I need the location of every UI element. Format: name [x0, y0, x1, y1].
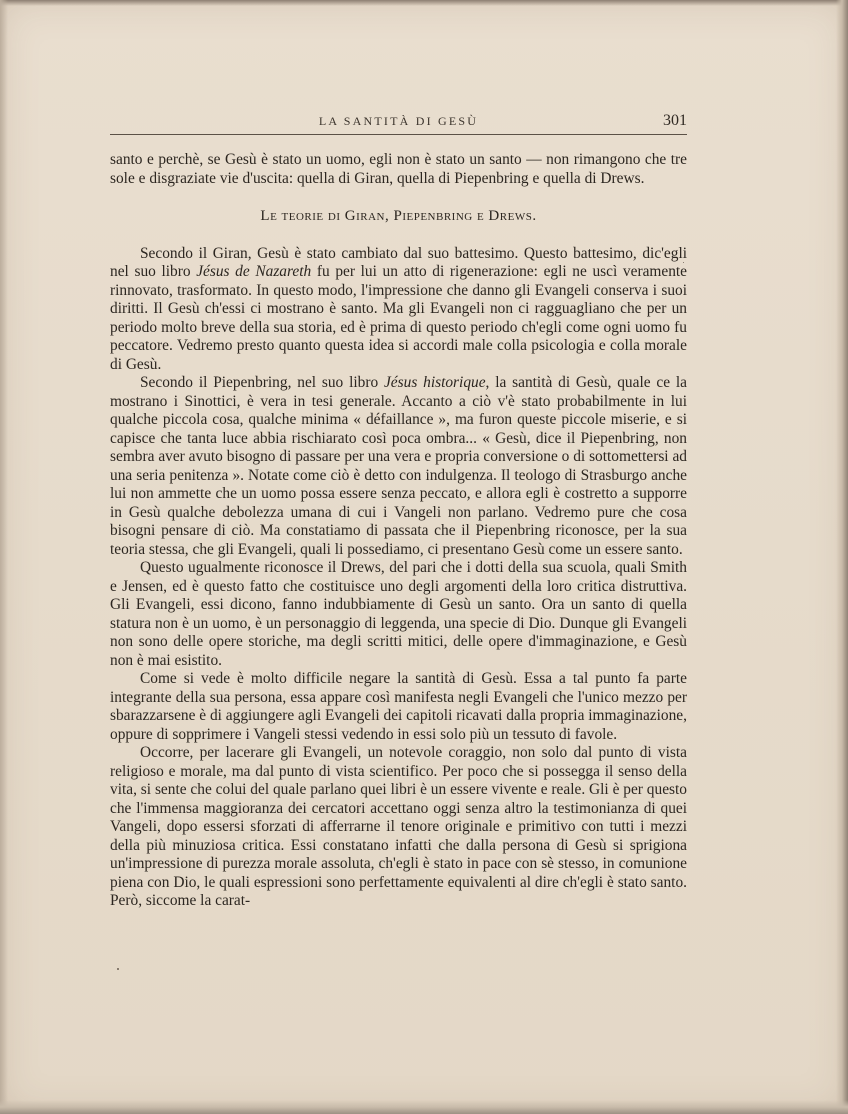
running-title: LA SANTITÀ DI GESÙ — [318, 114, 479, 128]
page-left-edge — [0, 0, 8, 1114]
page-bottom-edge — [0, 1100, 848, 1114]
paper-speck — [117, 968, 119, 970]
body-text — [110, 151, 687, 911]
paragraph-courage: Occorre, per lacerare gli Evangeli, un notevole coraggio, non solo dal punto di vista religioso e morale, ma dal punto di vista scientifico. Per poco che si possegga il senso della vita, si sente che colui del quale parlano quei libri è un essere vivente e reale. Gli è per questo che l'immensa maggioranza dei cercatori accettano oggi senza altro la testimonianza di quei Vangeli, dopo essersi sforzati di afferrarne il tenore originale e primitivo con tutti i mezzi della più minuziosa critica. Essi constatano infatti che dalla persona di Gesù si sprigiona un'impressione di purezza morale assoluta, ch'egli è stato in pace con sè stesso, in comunione piena con Dio, le quali espressioni sono perfettamente equivalenti al dire ch'egli è stato santo. Però, siccome la carat- — [110, 744, 687, 909]
page-right-edge — [836, 0, 848, 1114]
paper-speck — [683, 262, 684, 263]
paragraph-continuation: santo e perchè, se Gesù è stato un uomo, egli non è stato un santo — non rimangono che tre sole e disgraziate vie d'uscita: quella di Giran, quella di Piepenbring e quella di Drews. — [110, 151, 687, 187]
running-header — [110, 112, 687, 134]
paragraph-giran-text-a: Secondo il Giran, Gesù è stato cambiato dal suo battesimo. Questo battesimo, dic'egli nel suo libro — [110, 244, 687, 280]
paragraph-giran — [110, 245, 687, 375]
page-number: 301 — [663, 112, 687, 129]
paragraph-giran-text-b: fu per lui un atto di rigenerazione: egli ne uscì veramente rinnovato, trasformato. In questo modo, l'impressione che danno gli Evangeli conserva i suoi diritti. Il Gesù ch'essi ci mostrano è santo. Ma gli Evangeli non ci ragguagliano che per un periodo molto breve della sua storia, ed è prima di questo periodo ch'egli come ogni uomo fu peccatore. Vedremo presto quanto questa idea si accordi male colla psicologia e colla morale di Gesù. — [110, 263, 688, 373]
paragraph-difficulty: Come si vede è molto difficile negare la santità di Gesù. Essa a tal punto fa parte integrante della sua persona, essa appare così manifesta negli Evangeli che l'unico mezzo per sbarazzarsene è di aggiungere agli Evangeli dei capitoli ricavati dalla propria immaginazione, oppure di sopprimere i Vangeli stessi vedendo in essi solo più un tessuto di favole. — [110, 670, 687, 743]
section-heading: Le teorie di Giran, Piepenbring e Drews. — [260, 208, 537, 224]
book-title-jesus-historique: Jésus historique — [383, 374, 486, 391]
book-title-jesus-de-nazareth: Jésus de Nazareth — [196, 263, 312, 280]
paragraph-piepenbring-text-a: Secondo il Piepenbring, nel suo libro — [140, 374, 384, 391]
page-top-edge — [0, 0, 848, 6]
paragraph-drews: Questo ugualmente riconosce il Drews, del pari che i dotti della sua scuola, quali Smith e Jensen, ed è questo fatto che costituisce uno degli argomenti della loro critica distruttiva. Gli Evangeli, essi dicono, fanno indubbiamente di Gesù un santo. Ora un santo di quella statura non è un uomo, è un personaggio di leggenda, una specie di Dio. Dunque gli Evangeli non sono delle opere storiche, ma degli scritti mitici, delle opere d'immaginazione, e Gesù non è mai esistito. — [110, 559, 687, 669]
header-rule — [110, 134, 687, 135]
paragraph-piepenbring-text-b: , la santità di Gesù, quale ce la mostrano i Sinottici, è vera in tesi generale. Accanto a ciò v'è stato probabilmente in lui qualche piccola cosa, qualche minima « défaillance », ma furon queste piccole miserie, e si capisce che tanta luce abbia rischiarato così poca ombra... « Gesù, dice il Piepenbring, non sembra aver avuto bisogno di passare per una vera e propria conversione o di sottomettersi ad una seria penitenza ». Notate come ciò è detto con indulgenza. Il teologo di Strasburgo anche lui non ammette che un uomo possa essere senza peccato, e allora egli è costretto a supporre in Gesù qualche debolezza umana di cui i Vangeli non parlano. Vedremo pure che cosa bisogni pensare di ciò. Ma constatiamo di passata che il Piepenbring riconosce, per la sua teoria stessa, che gli Evangeli, quali li possediamo, ci presentano Gesù come un essere santo. — [110, 374, 687, 558]
paragraph-piepenbring — [110, 374, 687, 559]
